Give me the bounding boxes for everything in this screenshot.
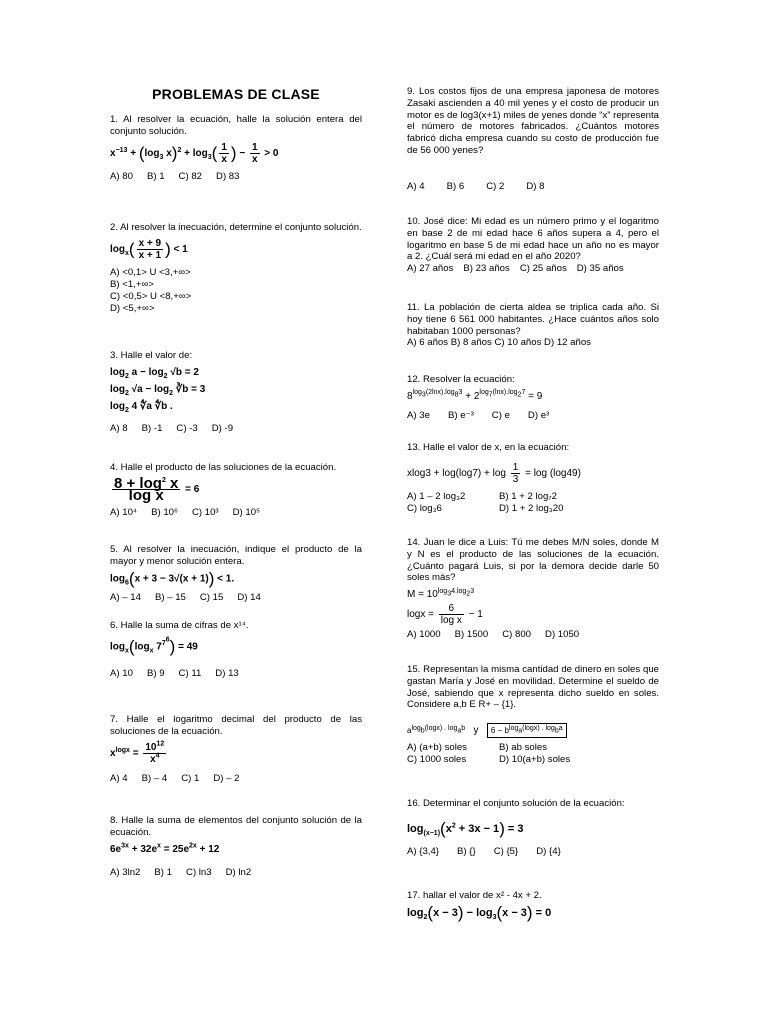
option-b: B) ab soles [499, 742, 547, 754]
option-d: D) 1050 [545, 629, 580, 641]
problem-2-options [110, 267, 362, 315]
problem-16 [407, 798, 659, 858]
option-a: A) 80 [110, 170, 133, 182]
option-a: A) 8 [110, 422, 128, 434]
option-b: B) – 4 [141, 772, 168, 784]
option-b: B) 1 [154, 866, 173, 878]
problem-4-statement: 4. Halle el producto de las soluciones de la ecuación. [110, 462, 337, 473]
option-c: C) 25 años [519, 263, 567, 275]
problem-5-statement: 5. Al resolver la inecuación, indique el producto de la mayor y menor solución entera. [110, 544, 362, 567]
problem-7-options [110, 773, 362, 785]
option-a: A) <0,1> U <3,+∞> [110, 266, 191, 278]
problem-14 [407, 537, 659, 641]
option-a: A) (a+b) soles [407, 742, 467, 754]
option-a: A) 4 [110, 772, 128, 784]
option-a: A) 4 [407, 180, 425, 192]
problem-11 [407, 302, 659, 349]
option-a: A) 10⁴ [110, 506, 138, 518]
option-b: B) – 15 [154, 592, 186, 604]
option-b: B) <1,+∞> [110, 278, 154, 290]
option-b: B) 1500 [454, 629, 489, 641]
problem-1-statement: 1. Al resolver la ecuación, halle la solución entera del conjunto solución. [110, 114, 362, 137]
option-b: B) 6 [446, 180, 465, 192]
option-c: C) 2 [486, 180, 505, 192]
option-c: C) 11 [178, 668, 202, 680]
option-d: D) 13 [215, 668, 239, 680]
problem-2-statement: 2. Al resolver la inecuación, determine el conjunto solución. [110, 222, 362, 233]
problem-3-formula: $\log_2 a - \log_2 √b = 2$ $\log_2 √a - \log_2$ ∛b = 3 $\log_2 4$ ∜a ∜b . [110, 366, 206, 414]
problem-9-statement: 9. Los costos fijos de una empresa japonesa de motores Zasaki ascienden a 40 mil yenes y el costo de producir un motor es de log3(x+1) miles de yenes donde “x” representa el número de motores fabricados. ¿Cuántos motores fabricó dicha empresa cuando su costo de producción fue de 56 000 yenes? [407, 86, 659, 156]
option-c: C) <0,5> U <8,+∞> [110, 290, 192, 302]
problem-12-options [407, 410, 659, 422]
option-d: D) -9 [211, 422, 234, 434]
problem-1-formula: $x^{-13} + (\log_3$ $x)^2 + \log_3$( $\frac{1}{x}$ ) − $\frac{1}{x}$ > 0 [110, 141, 279, 165]
option-d: D) 10⁵ [232, 506, 261, 518]
option-d: D) 35 años [576, 263, 624, 275]
option-a: A) 27 años [407, 263, 454, 275]
option-b: B) -1 [141, 422, 163, 434]
problem-3-options [110, 423, 362, 435]
problem-15 [407, 664, 659, 766]
option-a: A) 10 [110, 668, 133, 680]
problem-13-options [407, 491, 659, 515]
option-a: A) – 14 [110, 592, 141, 604]
option-c: C) log₃6 [407, 502, 442, 514]
option-c: C) 800 [502, 629, 532, 641]
option-b: B) 23 años [463, 263, 510, 275]
option-a: A) 1 – 2 log₃2 [407, 490, 466, 502]
problem-15-options [407, 742, 659, 766]
option-c: C) ln3 [186, 866, 212, 878]
problem-7-formula: $x^{logx}$ = $\frac{10^{12}}{x^4}$ [110, 740, 165, 765]
problem-3-statement: 3. Halle el valor de: [110, 350, 193, 361]
problem-5 [110, 544, 362, 604]
problem-17-statement: 17. hallar el valor de x² - 4x + 2. [407, 890, 542, 901]
problem-13-formula: xlog3 + log(log7) + log $\frac{1}{3}$ = log (log49) [407, 461, 581, 485]
problem-8-statement: 8. Halle la suma de elementos del conjunto solución de la ecuación. [110, 815, 362, 838]
option-a: A) 3ln2 [110, 866, 141, 878]
problem-1-options [110, 171, 362, 183]
problem-10 [407, 216, 659, 275]
problem-12 [407, 374, 659, 422]
problem-9-options [407, 181, 659, 193]
option-d: D) ln2 [225, 866, 252, 878]
problem-1 [110, 114, 362, 183]
option-c: C) {5} [493, 845, 519, 857]
problem-6-options [110, 668, 362, 680]
problem-15-formula: $a^{log_b(logx) . log_ab}$ y $6 - b^{log_a(logx) . log_ba}$ [407, 723, 659, 738]
option-c: C) 1 [181, 772, 200, 784]
option-b: B) 9 [146, 668, 165, 680]
option-d: D) – 2 [213, 772, 240, 784]
problem-2 [110, 222, 362, 315]
problem-17-formula: $\log_2(x - 3) - \log_3(x - 3) = 0$ [407, 902, 552, 922]
option-b: B) {} [457, 845, 476, 857]
option-a: A) {3,4} [407, 845, 440, 857]
problem-16-statement: 16. Determinar el conjunto solución de la ecuación: [407, 798, 625, 809]
problem-14-statement: 14. Juan le dice a Luis: Tú me debes M/N soles, donde M y N es el producto de las soluciones de la ecuación. ¿Cuánto pagará Luis, si por la demora decide darle 50 soles más? [407, 537, 659, 584]
problem-16-options [407, 846, 659, 858]
problem-11-statement: 11. La población de cierta aldea se triplica cada año. Si hoy tiene 6 561 000 habitantes. ¿Hace cuántos años solo habitaban 1000 personas? [407, 302, 659, 337]
problem-8-formula: $6e^{3x} + 32e^x = 25e^{2x} + 12$ [110, 842, 220, 855]
option-a: A) 3e [407, 409, 430, 421]
option-d: D) e³ [527, 409, 550, 421]
problem-17 [407, 890, 659, 926]
problem-13 [407, 442, 659, 515]
problem-13-statement: 13. Halle el valor de x, en la ecuación: [407, 442, 570, 453]
problem-4-formula: $\frac{8 + \log^2 x}{\text{log x}}$ = 6 [114, 474, 200, 504]
problem-9 [407, 86, 659, 193]
option-a: A) 1000 [407, 629, 441, 641]
problem-5-options [110, 592, 362, 604]
left-column [110, 82, 362, 878]
problem-11-options: A) 6 años B) 8 años C) 10 años D) 12 años [407, 337, 591, 349]
option-d: D) 83 [216, 170, 240, 182]
option-c: C) e [491, 409, 510, 421]
option-d: D) 1 + 2 log₃20 [499, 502, 564, 514]
option-c: C) 10³ [191, 506, 219, 518]
page-title: PROBLEMAS DE CLASE [152, 86, 320, 102]
problem-16-formula: $\log_{(x-1)}(x^2 + 3x - 1) = 3$ [407, 818, 524, 838]
option-c: C) 1000 soles [407, 754, 467, 766]
option-d: D) 14 [237, 592, 261, 604]
problem-10-options [407, 263, 659, 275]
problem-6 [110, 620, 362, 680]
problem-4 [110, 462, 362, 519]
option-c: C) 82 [178, 170, 203, 182]
problem-7 [110, 714, 362, 785]
problem-7-statement: 7. Halle el logaritmo decimal del producto de las soluciones de la ecuación. [110, 714, 362, 737]
option-d: D) {4} [536, 845, 561, 857]
problem-8-options [110, 867, 362, 879]
problem-8 [110, 815, 362, 879]
problem-6-statement: 6. Halle la suma de cifras de x¹⁴. [110, 620, 249, 631]
option-b: B) 10⁶ [151, 506, 178, 518]
problem-6-formula: $\log_x(\log_x$ $7^{7^6}) = 49$ [110, 636, 198, 656]
problem-14-options [407, 629, 659, 641]
option-d: D) 10(a+b) soles [499, 754, 571, 766]
problem-2-formula: $\log_x$( $\frac{x + 9}{x + 1}$ ) < 1 [110, 237, 188, 261]
option-c: C) 15 [199, 592, 224, 604]
problem-12-formula: $8^{log_3(2lnx).log_83} + 2^{log_7(lnx).log_27} = 9$ [407, 389, 543, 402]
problem-5-formula: $\log_6(x + 3 - 3√(x + 1)) < 1$. [110, 568, 235, 588]
problem-10-statement: 10. José dice: Mi edad es un número primo y el logaritmo en base 2 de mi edad hace 6 años supera a 4, pero el logaritmo en base 5 de mi edad hace un año no es mayor a 2. ¿Cuál será mi edad en el año 2020? [407, 216, 659, 263]
problem-14-formula: $M = 10^{log_34.log_23}$ logx = $\frac{6}{\text{log x}}$ − 1 [407, 587, 483, 627]
problem-4-options [110, 507, 362, 519]
problem-3 [110, 350, 362, 435]
option-d: D) <5,+∞> [110, 302, 155, 314]
option-b: B) e⁻³ [447, 409, 474, 421]
option-c: C) -3 [176, 422, 198, 434]
problem-12-statement: 12. Resolver la ecuación: [407, 374, 515, 385]
option-b: B) 1 [146, 170, 165, 182]
problem-15-statement: 15. Representan la misma cantidad de dinero en soles que gastan María y José en movilidad. Determine el sueldo de José, sabiendo que x representa dicho sueldo en soles. Considere a,b E R+ – {1}. [407, 664, 659, 711]
option-d: D) 8 [526, 180, 545, 192]
option-b: B) 1 + 2 log₇2 [499, 490, 557, 502]
